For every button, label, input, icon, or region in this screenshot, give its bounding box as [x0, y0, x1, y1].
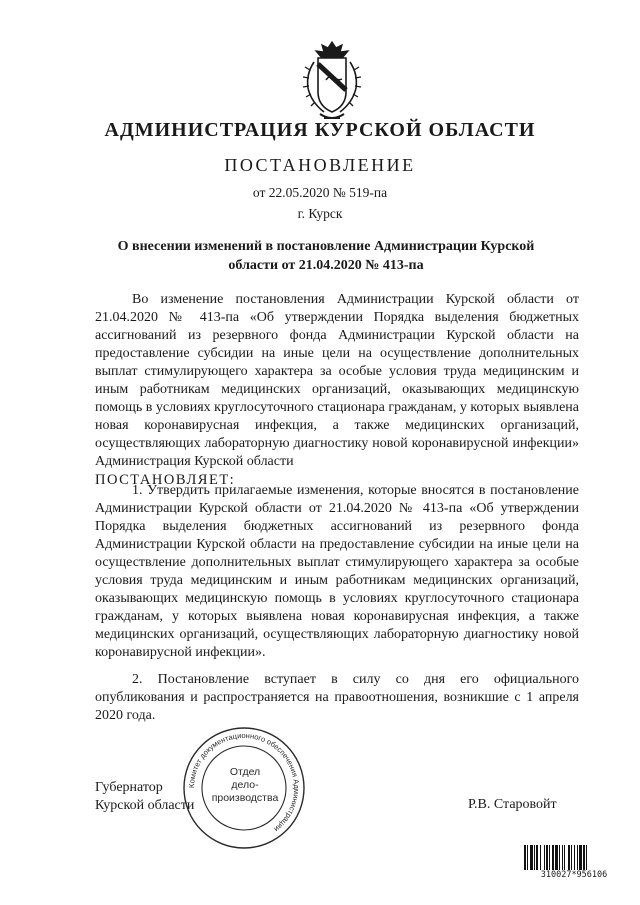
barcode-bar [586, 845, 587, 871]
document-title: О внесении изменений в постановление Администрации Курской области от 21.04.2020 № 413-па [117, 239, 535, 273]
barcode-bar [552, 845, 554, 871]
barcode-bar [534, 845, 535, 871]
stamp-center-text [206, 766, 284, 805]
barcode-bar [559, 845, 560, 871]
barcode-bar [574, 845, 575, 871]
item-2-paragraph: 2. Постановление вступает в силу со дня его официального опубликования и распространяется на правоотношения, возникшие с 1 апреля 2020 года. [95, 672, 579, 723]
barcode-bar [564, 845, 565, 871]
barcode-bar [555, 845, 558, 871]
preamble-paragraph [95, 291, 579, 490]
document-type: ПОСТАНОВЛЕНИЕ [224, 155, 416, 175]
document-date-number: от 22.05.2020 № 519-па [252, 185, 388, 200]
stamp-ring-text: Комитет документационного обеспечения Администрации [186, 730, 302, 834]
barcode-number: 310027*956106 [523, 870, 625, 880]
barcode-bar [540, 845, 541, 871]
coat-of-arms-emblem [296, 40, 368, 126]
stamp-line-2: дело- [231, 779, 259, 791]
barcode-bar [583, 845, 585, 871]
decree-word: ПОСТАНОВЛЯЕТ: [95, 472, 236, 488]
barcode-bar [568, 845, 570, 871]
barcode-bar [544, 845, 545, 871]
barcode-bar [527, 845, 528, 871]
barcode-bar [579, 845, 582, 871]
signatory-name: Р.В. Старовойт [468, 797, 557, 812]
agency-name: АДМИНИСТРАЦИЯ КУРСКОЙ ОБЛАСТИ [104, 119, 536, 141]
barcode-bar [577, 845, 578, 871]
position-line-2: Курской области [95, 798, 195, 813]
barcode-bar [536, 845, 538, 871]
barcode-bar [546, 845, 548, 871]
signatory-position [95, 779, 194, 815]
stamp-line-3: производства [211, 792, 279, 804]
barcode-bar [571, 845, 572, 871]
barcode-bar [549, 845, 550, 871]
stamp-line-1: Отдел [229, 766, 261, 778]
position-line-1: Губернатор [95, 780, 163, 795]
barcode-bar [530, 845, 533, 871]
barcode-bar [562, 845, 563, 871]
document-city: г. Курск [297, 206, 343, 221]
item-1-paragraph: 1. Утвердить прилагаемые изменения, которые вносятся в постановление Администрации Курской области от 21.04.2020 № 413-па «Об утверждении Порядка выделения бюджетных ассигнований из резервного фонда Администрации Курской области на предоставление субсидии на иные цели на осуществление дополнительных выплат стимулирующего характера за особые условия труда медицинским и иным работникам медицинских организаций, оказывающих медицинскую помощь в условиях круглосуточного стационара гражданам, у которых выявлена новая коронавирусная инфекция, а также медицинских организаций, осуществляющих лабораторную диагностику новой коронавирусной инфекции». [95, 483, 579, 660]
barcode-bar [524, 845, 526, 871]
preamble-text: Во изменение постановления Администрации Курской области от 21.04.2020 № 413-па «Об утверждении Порядка выделения бюджетных ассигнований из резервного фонда Администрации Курской области на предоставление субсидии на иные цели на осуществление дополнительных выплат стимулирующего характера за особые условия труда медицинским и иным работникам медицинских организаций, оказывающих медицинскую помощь в условиях круглосуточного стационара гражданам, у которых выявлена новая коронавирусная инфекция, а также медицинских организаций, осуществляющих лабораторную диагностику новой коронавирусной инфекции» Администрация Курской области [95, 292, 579, 469]
